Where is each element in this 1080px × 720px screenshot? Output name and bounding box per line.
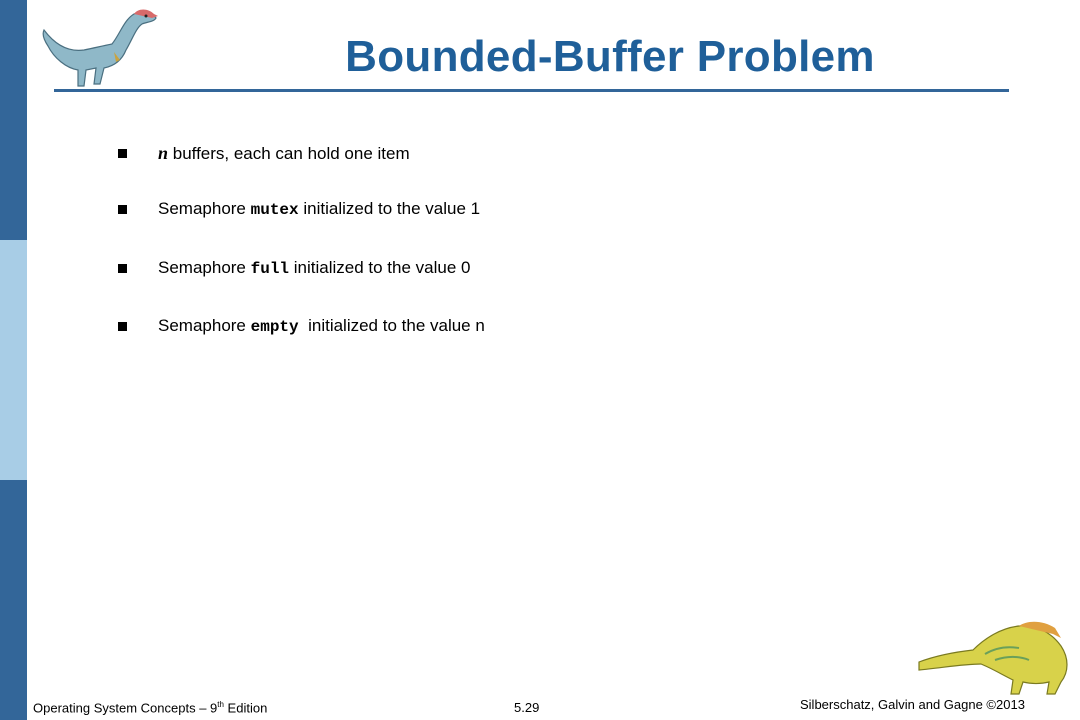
footer-book-suffix: Edition [223, 700, 268, 716]
bullet-prefix: Semaphore [158, 316, 251, 335]
bullet-code: empty [250, 318, 299, 336]
list-item [118, 314, 1018, 338]
bullet-body: buffers, each can hold one item [168, 144, 410, 163]
list-item [118, 141, 1018, 165]
page-number: 5.29 [514, 700, 540, 715]
sidebar-band-top [0, 0, 27, 240]
bullet-text [158, 197, 480, 222]
bullet-text [158, 314, 485, 339]
list-item [118, 256, 1018, 280]
bullet-italic: n [158, 143, 169, 163]
square-bullet-icon [118, 149, 127, 158]
title-divider [54, 89, 1009, 92]
dinosaur-icon [38, 6, 164, 90]
footer-copyright: Silberschatz, Galvin and Gagne ©2013 [800, 697, 1025, 712]
slide-title: Bounded-Buffer Problem [345, 32, 875, 81]
bullet-code: mutex [250, 201, 299, 219]
square-bullet-icon [118, 205, 127, 214]
bullet-text [158, 256, 470, 281]
bullet-suffix: initialized to the value 1 [298, 199, 481, 218]
sidebar-band-bottom [0, 480, 27, 720]
square-bullet-icon [118, 264, 127, 273]
sidebar-band-middle [0, 240, 27, 480]
dinosaur-icon [915, 610, 1075, 698]
footer-book-title [33, 700, 267, 715]
bullet-suffix: initialized to the value n [298, 316, 485, 335]
square-bullet-icon [118, 322, 127, 331]
sidebar [0, 0, 27, 720]
bullet-text [158, 141, 410, 166]
bullet-prefix: Semaphore [158, 199, 251, 218]
list-item [118, 197, 1018, 221]
footer-book-prefix: Operating System Concepts – 9 [33, 700, 218, 716]
footer-book-sup: th [217, 700, 224, 709]
bullet-prefix: Semaphore [158, 258, 251, 277]
bullet-suffix: initialized to the value 0 [289, 258, 471, 277]
bullet-code: full [250, 260, 290, 278]
